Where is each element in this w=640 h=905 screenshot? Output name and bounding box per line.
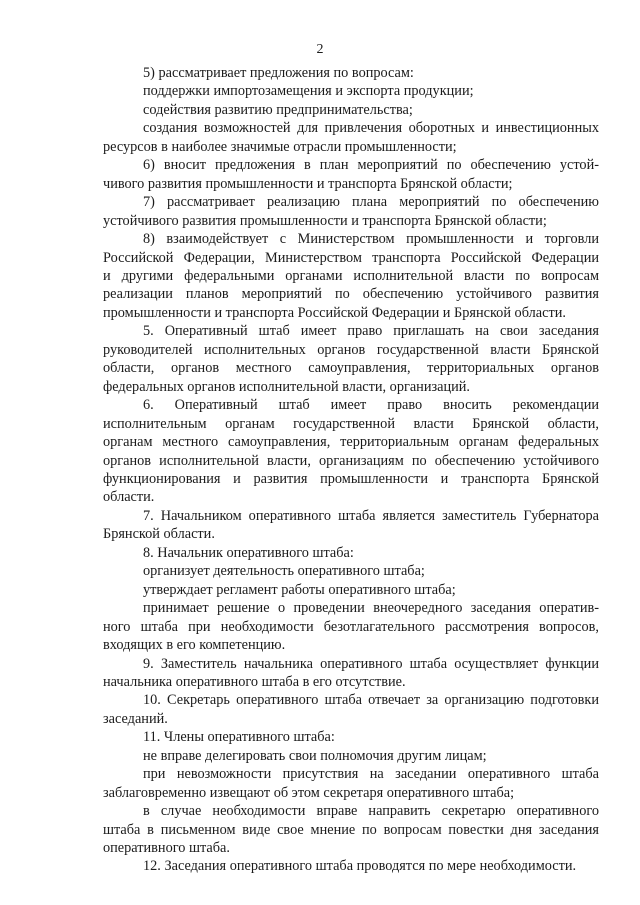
text-line: заблаговременно извещают об этом секретаря оперативного штаба; <box>103 784 515 801</box>
text-line: оперативного штаба. <box>103 840 230 857</box>
text-line: штаба в письменном виде свое мнение по вопросам повестки дня заседания <box>103 821 599 838</box>
text-line: создания возможностей для привлечения оборотных и инвестиционных <box>143 120 599 137</box>
text-line: содействия развитию предпринимательства; <box>143 101 413 118</box>
text-line: 12. Заседания оперативного штаба проводятся по мере необходимости. <box>143 858 577 875</box>
paragraph <box>103 507 599 544</box>
text-line: реализации планов мероприятий по обеспечению устойчивого развития <box>103 286 599 303</box>
paragraph <box>103 544 599 562</box>
text-line: 5) рассматривает предложения по вопросам: <box>143 65 414 81</box>
paragraph <box>103 581 599 599</box>
paragraph <box>103 691 599 728</box>
text-line: организует деятельность оперативного штаба; <box>143 563 425 580</box>
text-line: 8. Начальник оперативного штаба: <box>143 544 354 561</box>
paragraph <box>103 230 599 322</box>
text-line: ресурсов в наиболее значимые отрасли промышленности; <box>103 138 457 155</box>
paragraph <box>103 64 599 82</box>
text-line: 9. Заместитель начальника оперативного штаба осуществляет функции <box>143 655 599 672</box>
text-line: исполнительным органам государственной власти Брянской области, <box>103 415 599 432</box>
text-line: при невозможности присутствия на заседании оперативного штаба <box>143 766 599 783</box>
paragraph <box>103 322 599 396</box>
paragraph <box>103 193 599 230</box>
text-line: 8) взаимодействует с Министерством промышленности и торговли <box>143 231 599 248</box>
paragraph <box>103 101 599 119</box>
text-line: заседаний. <box>103 710 168 727</box>
text-line: 6) вносит предложения в план мероприятий по обеспечению устой- <box>143 157 599 174</box>
text-line: 11. Члены оперативного штаба: <box>143 729 335 746</box>
text-line: 5. Оперативный штаб имеет право приглашать на свои заседания <box>143 323 599 340</box>
text-line: 6. Оперативный штаб имеет право вносить рекомендации <box>143 397 599 414</box>
text-line: чивого развития промышленности и транспорта Брянской области; <box>103 175 513 192</box>
text-line: Брянской области. <box>103 526 215 543</box>
paragraph <box>103 857 599 875</box>
text-line: начальника оперативного штаба в его отсутствие. <box>103 673 406 690</box>
text-line: руководителей исполнительных органов государственной власти Брянской <box>103 341 599 358</box>
paragraph <box>103 599 599 654</box>
text-line: поддержки импортозамещения и экспорта продукции; <box>143 83 474 100</box>
text-line: Российской Федерации, Министерством транспорта Российской Федерации <box>103 249 599 266</box>
text-line: промышленности и транспорта Российской Федерации и Брянской области. <box>103 304 566 321</box>
text-line: и другими федеральными органами исполнительной власти по вопросам <box>103 267 599 284</box>
paragraph <box>103 765 599 802</box>
text-line: органов исполнительной власти, организациям по обеспечению устойчивого <box>103 452 599 469</box>
paragraph <box>103 728 599 746</box>
text-line: утверждает регламент работы оперативного штаба; <box>143 581 456 598</box>
text-line: в случае необходимости вправе направить секретарю оперативного <box>143 803 599 820</box>
text-line: устойчивого развития промышленности и транспорта Брянской области; <box>103 212 547 229</box>
text-line: органам местного самоуправления, территориальным органам федеральных <box>103 434 599 451</box>
text-line: принимает решение о проведении внеочередного заседания оператив- <box>143 600 599 617</box>
paragraph <box>103 156 599 193</box>
text-line: ного штаба при необходимости безотлагательного рассмотрения вопросов, <box>103 618 599 635</box>
text-line: функционирования и развития промышленности и транспорта Брянской <box>103 470 599 487</box>
paragraph <box>103 562 599 580</box>
paragraph <box>103 396 599 507</box>
text-line: не вправе делегировать свои полномочия другим лицам; <box>143 747 487 764</box>
paragraph <box>103 802 599 857</box>
text-line: области, органов местного самоуправления, территориальных органов <box>103 360 599 377</box>
document-body <box>103 64 599 876</box>
text-line: области. <box>103 489 155 506</box>
paragraph <box>103 655 599 692</box>
text-line: федеральных органов исполнительной власти, организаций. <box>103 378 471 395</box>
paragraph <box>103 82 599 100</box>
text-line: 7. Начальником оперативного штаба является заместитель Губернатора <box>143 507 599 524</box>
page-number: 2 <box>316 42 324 57</box>
text-line: 10. Секретарь оперативного штаба отвечает за организацию подготовки <box>143 692 599 709</box>
text-line: входящих в его компетенцию. <box>103 637 286 654</box>
paragraph <box>103 119 599 156</box>
paragraph <box>103 747 599 765</box>
text-line: 7) рассматривает реализацию плана мероприятий по обеспечению <box>143 194 599 211</box>
